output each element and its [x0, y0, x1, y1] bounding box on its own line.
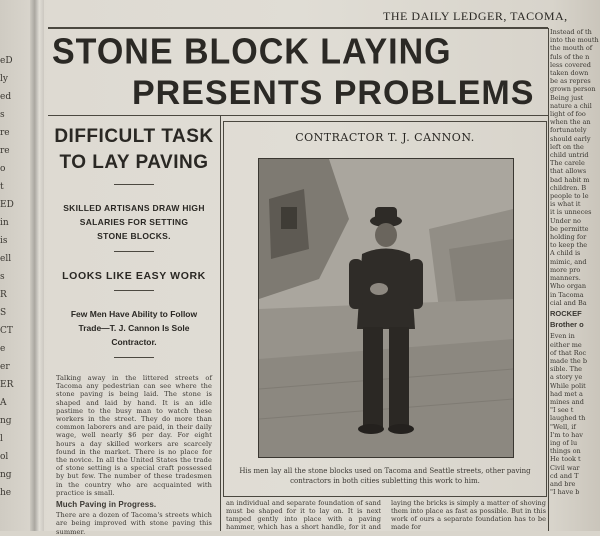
column-line: child untrid: [550, 151, 589, 160]
deck-divider: [114, 290, 154, 291]
deck1-line1: DIFFICULT TASK: [54, 126, 214, 147]
column-line: to keep the: [550, 241, 588, 250]
column-line: Being just: [550, 93, 584, 102]
column-line: a story ye: [550, 373, 583, 382]
deck2-line1: SKILLED ARTISANS DRAW HIGH: [63, 203, 205, 213]
column-line: Under no: [550, 216, 581, 225]
strip-line: eD: [0, 56, 13, 66]
column-line: mimic, and: [550, 257, 587, 266]
continued-article-text: an individual and separate foundation of sand must be shaped for it to lay on. It is next tamped gently into place with a paving hammer, which has a short handle, for it and laying the bricks is simply a matter of shoving them into place as fast as possible. But in this work of ours a separate foundation has to be made for: [226, 499, 546, 531]
deck-divider: [114, 357, 154, 358]
column-line: in Tacoma: [550, 290, 584, 299]
strip-line: ng: [0, 470, 12, 480]
deck4-line3: Contractor.: [111, 337, 157, 347]
photo-title: CONTRACTOR T. J. CANNON.: [295, 131, 475, 144]
column-line: I'm to hav: [550, 430, 583, 439]
column-line: laughed th: [550, 414, 586, 423]
strip-line: in: [0, 218, 9, 228]
strip-line: is: [0, 236, 8, 246]
strip-line: t: [0, 182, 4, 192]
column-line: things on: [550, 447, 581, 456]
deck1-line2: TO LAY PAVING: [59, 152, 209, 173]
column-line: that allows: [550, 167, 587, 176]
strip-line: ER: [0, 380, 14, 390]
column-line: "Well, if: [550, 422, 576, 431]
column-line: more pro: [550, 265, 581, 274]
column-line: fortunately: [550, 126, 587, 135]
strip-line: o: [0, 164, 6, 174]
column-line: A child is: [550, 249, 581, 258]
column-line: Instead of th: [550, 28, 592, 36]
column-rule-left: [220, 116, 221, 531]
column-line: fuls of the n: [550, 52, 590, 61]
column-line: mines and: [550, 397, 584, 406]
column-line: children. B: [550, 183, 587, 192]
contractor-photo: [258, 158, 514, 458]
deck-divider: [114, 184, 154, 185]
column-line: it is unneces: [550, 208, 592, 217]
column-rule-right: [548, 28, 549, 531]
column-line: bad habit m: [550, 175, 590, 184]
column-line: of that Roc: [550, 348, 587, 357]
deck4-line2: Trade—T. J. Cannon Is Sole: [78, 323, 190, 333]
headline-line-1: STONE BLOCK LAYING: [52, 32, 452, 72]
page-fold-shadow: [30, 0, 44, 531]
article-paragraph-2: There are a dozen of Tacoma's streets which are being improved with stone paving this summer.: [56, 511, 212, 536]
column-line: cd and T: [550, 471, 579, 480]
column-line: "I see t: [550, 406, 574, 415]
strip-line: er: [0, 362, 10, 372]
column-line: grown person: [550, 85, 596, 94]
column-line: "I have b: [550, 488, 580, 497]
strip-line: ng: [0, 416, 12, 426]
column-line: should early: [550, 134, 591, 143]
column-line: into the mouth: [550, 36, 599, 45]
adjacent-article-column: [550, 28, 600, 531]
column-line: left on the: [550, 142, 584, 151]
strip-line: l: [0, 434, 3, 444]
column-line: had met a: [550, 389, 583, 398]
strip-line: he: [0, 488, 12, 498]
column-line: The carele: [550, 159, 585, 168]
strip-line: ly: [0, 74, 8, 84]
column-line: when the an: [550, 118, 591, 127]
column-line: less covered: [550, 60, 591, 69]
column-line: While polit: [550, 381, 586, 390]
strip-line: re: [0, 146, 10, 156]
masthead: THE DAILY LEDGER, TACOMA,: [383, 9, 568, 23]
column-line: holding for: [550, 233, 587, 242]
column-line: Even in: [550, 332, 575, 341]
column-line: light of foo: [550, 110, 586, 119]
column-line: be permitte: [550, 224, 589, 233]
deck-difficult-task: [50, 124, 218, 176]
column-line: taken down: [550, 69, 589, 78]
masthead-rule: [48, 27, 548, 29]
strip-line: re: [0, 128, 10, 138]
column-line: made the b: [550, 356, 587, 365]
column-line: ing of lu: [550, 438, 578, 447]
article-subhead: Much Paving in Progress.: [56, 500, 157, 510]
photo-box: [223, 121, 547, 497]
column-line: ROCKEF: [550, 308, 582, 318]
contractor-photo-illustration: [259, 159, 513, 457]
adjacent-column-strip: [0, 0, 30, 531]
strip-line: CT: [0, 326, 13, 336]
strip-line: A: [0, 398, 7, 408]
strip-line: ed: [0, 92, 12, 102]
deck-skilled-artisans: [50, 201, 218, 243]
strip-line: ol: [0, 452, 9, 462]
strip-line: ED: [0, 200, 14, 210]
deck-divider: [114, 251, 154, 252]
column-line: be as repres: [550, 77, 591, 86]
column-line: is what it: [550, 200, 581, 209]
headline-line-2: PRESENTS PROBLEMS: [132, 74, 535, 112]
column-line: Who organ: [550, 282, 587, 291]
column-line: the mouth of: [550, 44, 593, 53]
column-line: nature a chil: [550, 101, 592, 110]
strip-line: S: [0, 308, 7, 318]
strip-line: s: [0, 272, 5, 282]
column-line: sible. The: [550, 365, 583, 374]
column-line: and bre: [550, 479, 576, 488]
deck-few-men: [50, 307, 218, 349]
strip-line: ell: [0, 254, 12, 264]
headline-rule: [48, 115, 548, 116]
deck2-line3: STONE BLOCKS.: [97, 231, 171, 241]
column-line: Civil war: [550, 463, 580, 472]
deck2-line2: SALARIES FOR SETTING: [79, 217, 189, 227]
strip-line: e: [0, 344, 6, 354]
column-line: Brother o: [550, 320, 584, 330]
article-body: [50, 374, 218, 536]
column-line: either me: [550, 340, 582, 349]
article-column: [50, 118, 218, 536]
deck-looks-like-easy-work: LOOKS LIKE EASY WORK: [62, 270, 206, 282]
photo-caption: His men lay all the stone blocks used on Tacoma and Seattle streets, other paving contractors in both cities subletting this work to him.: [239, 467, 531, 485]
column-line: manners.: [550, 274, 581, 283]
article-paragraph-1: Talking away in the littered streets of Tacoma any pedestrian can see where the stone paving is being laid. The stone is shaped and laid by hand. It is an idle pastime to the busy man to watch these workers in the street. They do more than common laborers and are paid, in their daily wage, well nearly $6 per day. For eight hours a day skilled workers are scarcely found in the market. There is no place for the novice. In all the United States the trade of stone setting is a special craft possessed by but few. The number of these tradesmen in the country who are acquainted with practice is small.: [56, 374, 212, 497]
column-line: cial and Ba: [550, 298, 587, 307]
column-line: people to le: [550, 192, 589, 201]
strip-line: R: [0, 290, 7, 300]
deck4-line1: Few Men Have Ability to Follow: [70, 309, 198, 319]
strip-line: s: [0, 110, 5, 120]
column-line: He took t: [550, 455, 581, 464]
